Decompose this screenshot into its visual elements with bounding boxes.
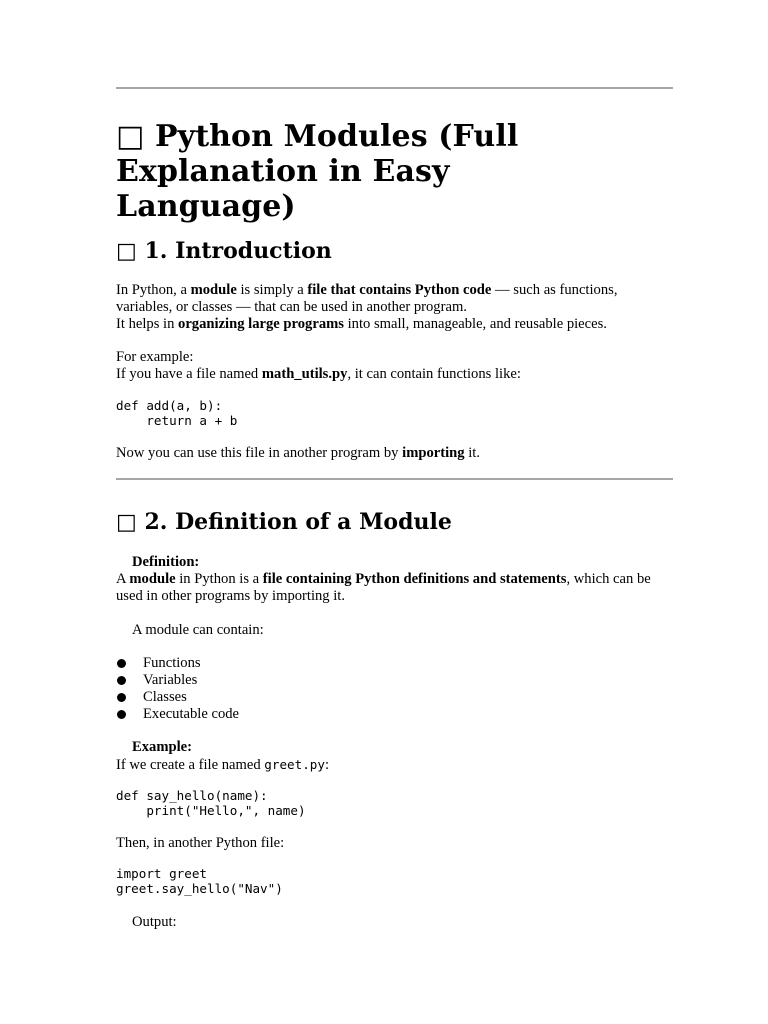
- list-item: [116, 706, 239, 723]
- filename-bold: math_utils.py: [261, 366, 348, 382]
- intro-bold-module: module: [190, 282, 237, 298]
- example-label: [116, 739, 192, 756]
- definition-text: , which can be used in other programs by importing it.: [116, 571, 651, 604]
- example-paragraph: [116, 349, 661, 383]
- example-text: If you have a file named: [116, 366, 262, 382]
- missing-glyph-icon: □: [116, 510, 137, 535]
- for-example-text: For example:: [116, 349, 194, 365]
- list-item-text: Functions: [143, 655, 201, 671]
- intro-text: is simply a: [236, 282, 308, 298]
- contain-intro: A module can contain:: [132, 622, 264, 638]
- definition-label: [116, 554, 199, 571]
- section-2-heading: [116, 509, 452, 536]
- definition-label-text: Definition:: [132, 554, 200, 570]
- list-item-text: Classes: [143, 689, 187, 705]
- bullet-icon: [117, 710, 126, 719]
- list-item: [116, 672, 239, 689]
- definition-text: in Python is a: [175, 571, 263, 587]
- bullet-icon: [117, 693, 126, 702]
- section-2-heading-text: 2. Definition of a Module: [144, 509, 452, 535]
- intro-text: — such as functions, variables, or classes — that can be used in another program.: [116, 282, 618, 315]
- intro-bold-file: file that contains Python code: [307, 282, 492, 298]
- list-item: [116, 689, 239, 706]
- section-1-heading-text: 1. Introduction: [144, 238, 332, 264]
- section-divider: [116, 478, 673, 480]
- definition-bold-file: file containing Python definitions and statements: [262, 571, 567, 587]
- importing-text: Now you can use this file in another program by: [116, 445, 403, 461]
- list-item: [116, 655, 239, 672]
- bullet-icon: [117, 676, 126, 685]
- importing-paragraph: [116, 445, 661, 462]
- missing-glyph-icon: □: [116, 119, 145, 154]
- inline-code-filename: greet.py: [264, 757, 325, 772]
- definition-paragraph: [116, 571, 661, 605]
- top-divider: [116, 87, 673, 89]
- example-file-text: If we create a file named: [116, 757, 265, 773]
- code-block-add: def add(a, b): return a + b: [116, 398, 238, 428]
- output-label: Output:: [132, 914, 177, 930]
- then-paragraph: Then, in another Python file:: [116, 835, 285, 851]
- section-1-heading: [116, 238, 332, 265]
- list-item-text: Variables: [143, 672, 198, 688]
- intro-bold-organizing: organizing large programs: [178, 316, 344, 332]
- page-title: [116, 119, 636, 224]
- intro-text: In Python, a: [116, 282, 191, 298]
- contain-list: [116, 655, 239, 723]
- missing-glyph-icon: □: [116, 239, 137, 264]
- intro-text: into small, manageable, and reusable pieces.: [343, 316, 607, 332]
- bullet-icon: [117, 659, 126, 668]
- definition-text: A: [116, 571, 130, 587]
- list-item-text: Executable code: [143, 706, 240, 722]
- code-block-import: import greet greet.say_hello("Nav"): [116, 866, 283, 896]
- page-title-text: Python Modules (Full Explanation in Easy Language): [116, 119, 519, 224]
- importing-text: it.: [464, 445, 480, 461]
- example-file-text: :: [324, 757, 330, 773]
- intro-text: It helps in: [116, 316, 179, 332]
- example-file-paragraph: [116, 756, 329, 774]
- code-block-say-hello: def say_hello(name): print("Hello,", name): [116, 788, 306, 818]
- example-text: , it can contain functions like:: [347, 366, 521, 382]
- intro-paragraph: [116, 282, 661, 333]
- definition-bold-module: module: [129, 571, 176, 587]
- example-label-text: Example:: [132, 739, 192, 755]
- importing-bold: importing: [402, 445, 465, 461]
